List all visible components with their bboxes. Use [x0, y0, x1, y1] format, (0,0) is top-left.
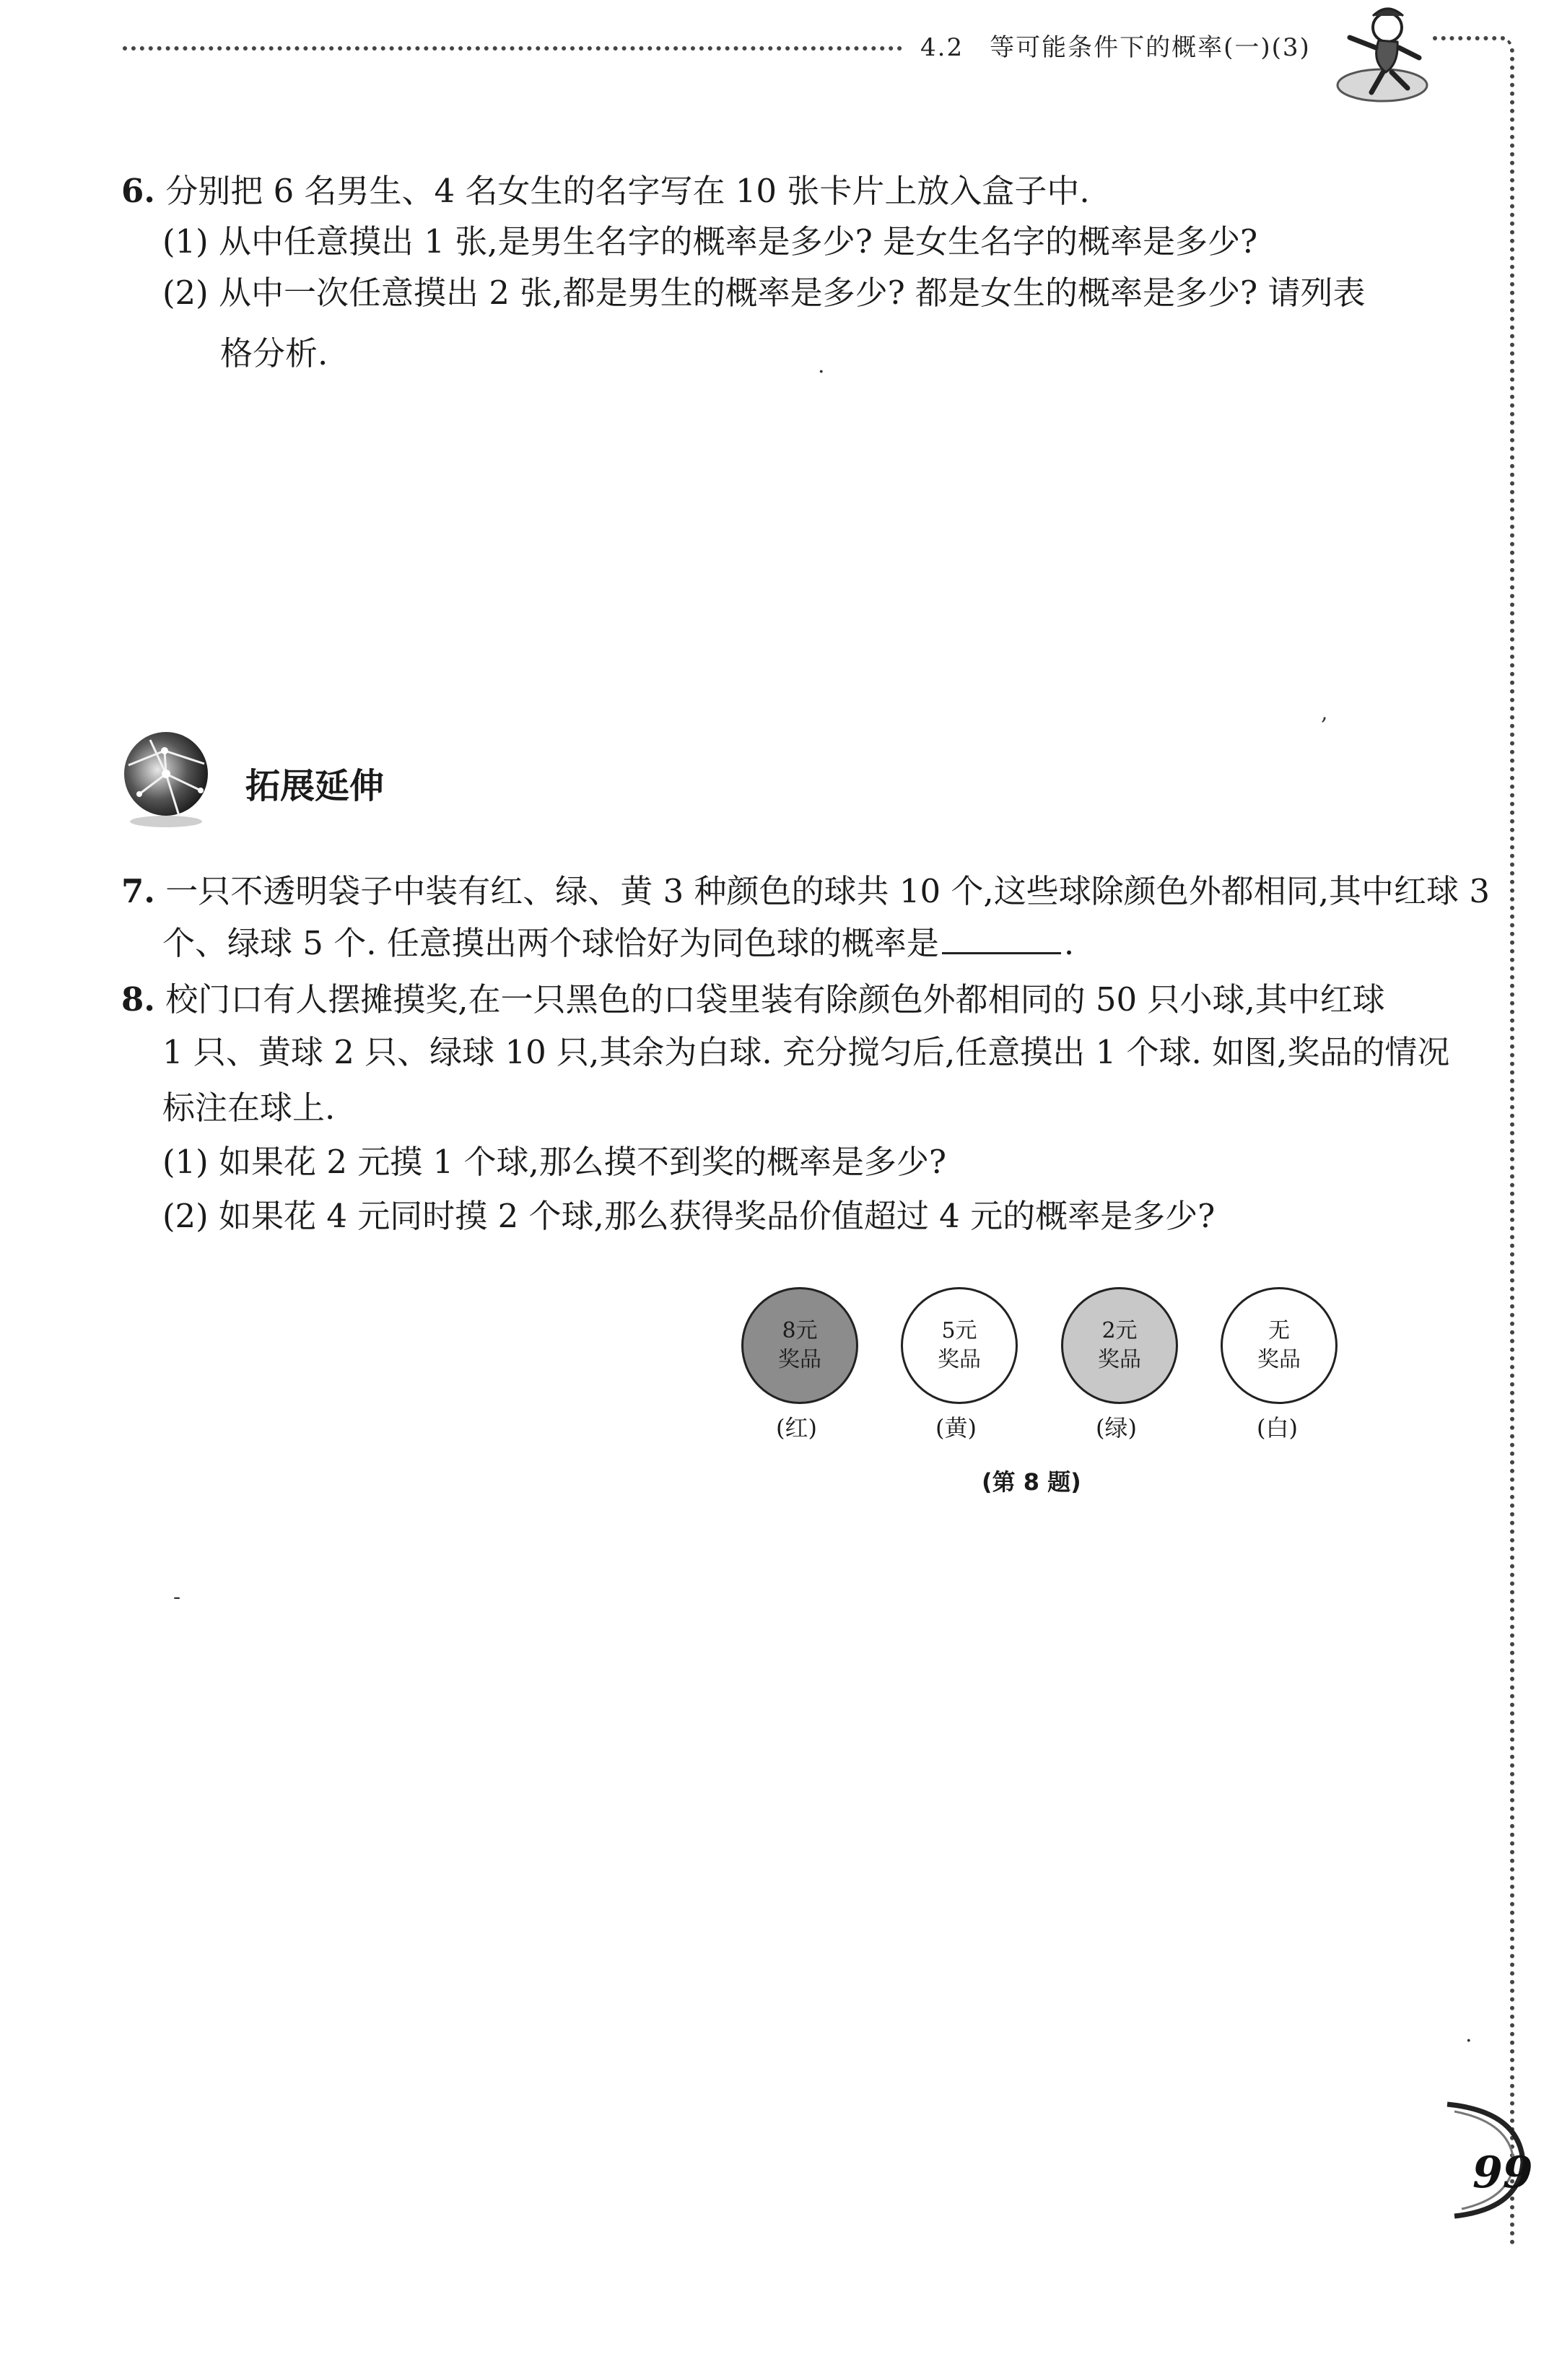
prize-ball-green — [1061, 1287, 1178, 1404]
question-number: 8. — [121, 980, 155, 1019]
stray-mark: - — [173, 1585, 181, 1610]
question-7-line-1 — [121, 870, 1490, 913]
ball-prize-value: 2元 — [1101, 1318, 1138, 1343]
question-6-part-2-line-1: (2) 从中一次任意摸出 2 张,都是男生的概率是多少? 都是女生的概率是多少? 请列表 — [162, 274, 1366, 312]
ball-prize-label: 奖品 — [778, 1347, 821, 1372]
question-8-part-2: (2) 如果花 4 元同时摸 2 个球,那么获得奖品价值超过 4 元的概率是多少? — [162, 1197, 1216, 1235]
ball-prize-label: 奖品 — [938, 1347, 981, 1372]
page-border-right — [1494, 36, 1514, 2245]
question-6-part-1: (1) 从中任意摸出 1 张,是男生名字的概率是多少? 是女生名字的概率是多少? — [162, 222, 1258, 261]
question-text: 个、绿球 5 个. 任意摸出两个球恰好为同色球的概率是 — [162, 924, 939, 962]
mascot-icon — [1328, 0, 1436, 108]
page-number: 99 — [1472, 2148, 1533, 2198]
question-8-line-1 — [121, 978, 1385, 1021]
question-8-line-2: 1 只、黄球 2 只、绿球 10 只,其余为白球. 充分搅匀后,任意摸出 1 个球. 如图,奖品的情况 — [162, 1033, 1450, 1071]
question-6-part-2-line-2: 格分析. — [220, 334, 328, 372]
ball-color-label: (黄) — [935, 1414, 977, 1442]
ball-prize-label: 奖品 — [1098, 1347, 1141, 1372]
ball-prize-value: 无 — [1268, 1318, 1290, 1343]
section-title: 拓展延伸 — [245, 766, 385, 806]
question-text-end: . — [1063, 924, 1075, 962]
stray-mark: , — [1321, 700, 1328, 725]
figure-caption: (第 8 题) — [982, 1468, 1081, 1496]
ball-color-label: (红) — [776, 1414, 817, 1442]
header-title: 4.2 等可能条件下的概率(一)(3) — [920, 33, 1311, 62]
question-number: 7. — [121, 872, 155, 910]
question-8-part-1: (1) 如果花 2 元摸 1 个球,那么摸不到奖的概率是多少? — [162, 1143, 946, 1181]
answer-blank[interactable] — [942, 923, 1061, 954]
question-text: 分别把 6 名男生、4 名女生的名字写在 10 张卡片上放入盒子中. — [165, 172, 1090, 210]
question-text: 一只不透明袋子中装有红、绿、黄 3 种颜色的球共 10 个,这些球除颜色外都相同,其中红球 3 — [165, 872, 1490, 910]
prize-ball-white — [1221, 1287, 1338, 1404]
header-dotted-rule-left — [123, 46, 902, 51]
question-6-stem — [121, 170, 1090, 213]
stray-mark: · — [1465, 2028, 1472, 2054]
prize-ball-yellow — [901, 1287, 1018, 1404]
question-8-line-3: 标注在球上. — [162, 1089, 336, 1127]
prize-ball-red — [741, 1287, 858, 1404]
ball-color-label: (绿) — [1096, 1414, 1137, 1442]
ball-prize-label: 奖品 — [1257, 1347, 1301, 1372]
ball-prize-value: 5元 — [941, 1318, 977, 1343]
stray-mark: · — [818, 359, 825, 385]
question-number: 6. — [121, 172, 155, 210]
ball-color-label: (白) — [1257, 1414, 1298, 1442]
ball-prize-value: 8元 — [782, 1318, 818, 1343]
question-text: 校门口有人摆摊摸奖,在一只黑色的口袋里装有除颜色外都相同的 50 只小球,其中红球 — [165, 980, 1385, 1019]
globe-icon — [121, 722, 215, 830]
question-7-line-2 — [162, 922, 1074, 965]
